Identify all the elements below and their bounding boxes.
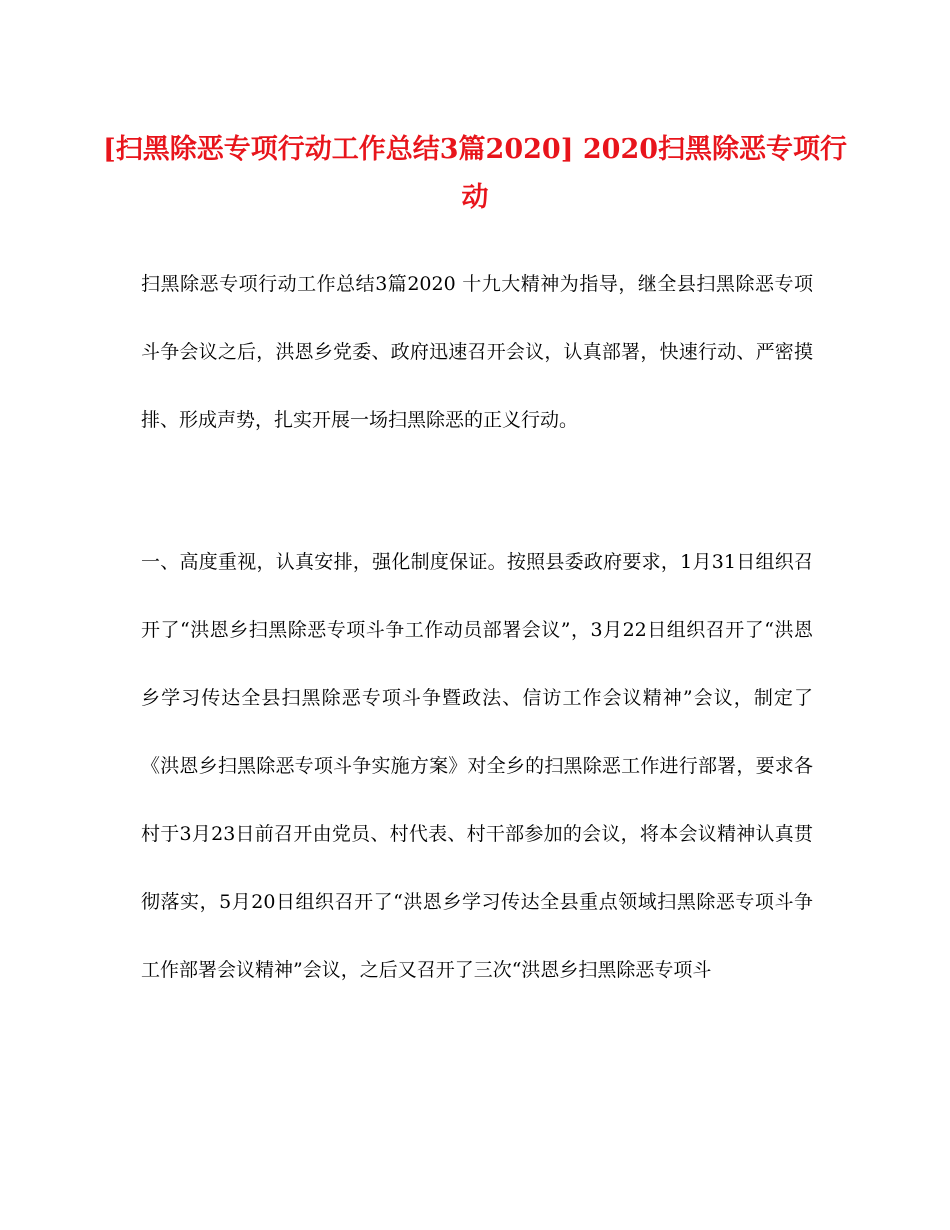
paragraph-section-one: 一、高度重视，认真安排，强化制度保证。按照县委政府要求，1月31日组织召开了“洪恩乡扫黑除恶专项斗争工作动员部署会议”，3月22日组织召开了“洪恩乡学习传达全县扫黑除恶专项斗争暨政法、信访工作会议精神”会议，制定了《洪恩乡扫黑除恶专项斗争实施方案》对全乡的扫黑除恶工作进行部署，要求各村于3月23日前召开由党员、村代表、村干部参加的会议，将本会议精神认真贯彻落实，5月20日组织召开了“洪恩乡学习传达全县重点领域扫黑除恶专项斗争工作部署会议精神”会议，之后又召开了三次“洪恩乡扫黑除恶专项斗 [141, 551, 813, 981]
paragraph-intro: 扫黑除恶专项行动工作总结3篇2020 十九大精神为指导，继全县扫黑除恶专项斗争会议之后，洪恩乡党委、政府迅速召开会议，认真部署，快速行动、严密摸排、形成声势，扎实开展一场扫黑除恶的正义行动。 [141, 273, 813, 431]
document-title: [扫黑除恶专项行动工作总结3篇2020] 2020扫黑除恶专项行动 [102, 134, 848, 213]
